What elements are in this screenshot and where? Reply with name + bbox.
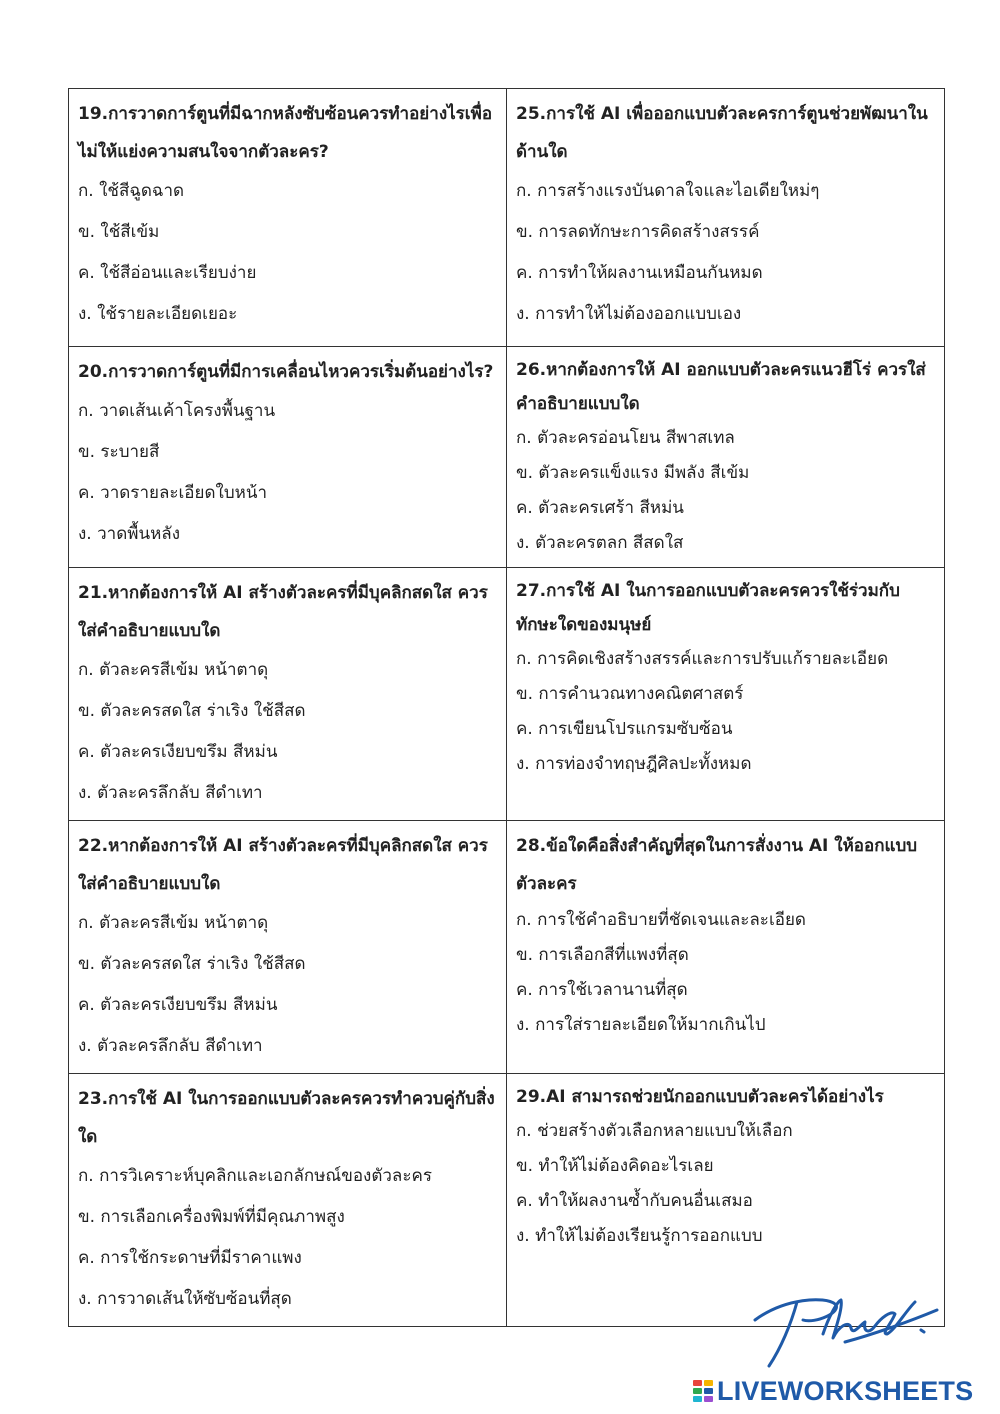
question-19-text: 19.การวาดการ์ตูนที่มีฉากหลังซับซ้อนควรทำอย่างไรเพื่อไม่ให้แย่งความสนใจจากตัวละคร? — [78, 104, 493, 162]
question-23-cell — [69, 1074, 507, 1327]
quiz-table — [68, 88, 945, 1327]
question-20-option-c[interactable]: ค. วาดรายละเอียดใบหน้า — [78, 483, 267, 503]
question-26-option-b[interactable]: ข. ตัวละครแข็งแรง มีพลัง สีเข้ม — [516, 463, 750, 483]
question-19-option-b[interactable]: ข. ใช้สีเข้ม — [78, 222, 160, 242]
question-29-option-c[interactable]: ค. ทำให้ผลงานซ้ำกับคนอื่นเสมอ — [516, 1191, 753, 1211]
question-29-text: 29.AI สามารถช่วยนักออกแบบตัวละครได้อย่างไร — [516, 1087, 884, 1107]
question-28-option-c[interactable]: ค. การใช้เวลานานที่สุด — [516, 980, 688, 1000]
question-22-cell — [69, 821, 507, 1074]
question-20-option-d[interactable]: ง. วาดพื้นหลัง — [78, 524, 180, 544]
question-25-cell — [507, 89, 945, 347]
question-27-option-c[interactable]: ค. การเขียนโปรแกรมซับซ้อน — [516, 719, 733, 739]
question-23-option-b[interactable]: ข. การเลือกเครื่องพิมพ์ที่มีคุณภาพสูง — [78, 1207, 345, 1227]
question-25-text: 25.การใช้ AI เพื่อออกแบบตัวละครการ์ตูนช่วยพัฒนาในด้านใด — [516, 104, 928, 162]
question-27-text: 27.การใช้ AI ในการออกแบบตัวละครควรใช้ร่วมกับทักษะใดของมนุษย์ — [516, 581, 900, 635]
question-21-text: 21.หากต้องการให้ AI สร้างตัวละครที่มีบุคลิกสดใส ควรใส่คำอธิบายแบบใด — [78, 583, 488, 641]
question-27-option-b[interactable]: ข. การคำนวณทางคณิตศาสตร์ — [516, 684, 744, 704]
question-28-option-a[interactable]: ก. การใช้คำอธิบายที่ชัดเจนและละเอียด — [516, 910, 806, 930]
question-22-option-b[interactable]: ข. ตัวละครสดใส ร่าเริง ใช้สีสด — [78, 954, 306, 974]
question-21-option-b[interactable]: ข. ตัวละครสดใส ร่าเริง ใช้สีสด — [78, 701, 306, 721]
question-23-text: 23.การใช้ AI ในการออกแบบตัวละครควรทำควบคู่กับสิ่งใด — [78, 1089, 495, 1147]
question-26-option-a[interactable]: ก. ตัวละครอ่อนโยน สีพาสเทล — [516, 428, 735, 448]
question-29-option-b[interactable]: ข. ทำให้ไม่ต้องคิดอะไรเลย — [516, 1156, 714, 1176]
question-28-option-b[interactable]: ข. การเลือกสีที่แพงที่สุด — [516, 945, 689, 965]
question-27-cell — [507, 568, 945, 821]
question-19-option-a[interactable]: ก. ใช้สีฉูดฉาด — [78, 181, 185, 201]
question-26-cell — [507, 347, 945, 568]
question-28-cell — [507, 821, 945, 1074]
question-29-option-d[interactable]: ง. ทำให้ไม่ต้องเรียนรู้การออกแบบ — [516, 1226, 763, 1246]
question-19-option-d[interactable]: ง. ใช้รายละเอียดเยอะ — [78, 304, 238, 324]
question-27-option-a[interactable]: ก. การคิดเชิงสร้างสรรค์และการปรับแก้รายละเอียด — [516, 649, 889, 669]
question-21-option-c[interactable]: ค. ตัวละครเงียบขรึม สีหม่น — [78, 742, 278, 762]
question-23-option-c[interactable]: ค. การใช้กระดาษที่มีราคาแพง — [78, 1248, 302, 1268]
question-25-option-b[interactable]: ข. การลดทักษะการคิดสร้างสรรค์ — [516, 222, 760, 242]
question-20-cell — [69, 347, 507, 568]
question-28-text: 28.ข้อใดคือสิ่งสำคัญที่สุดในการสั่งงาน AI ให้ออกแบบตัวละคร — [516, 836, 918, 894]
question-20-option-a[interactable]: ก. วาดเส้นเค้าโครงพื้นฐาน — [78, 401, 276, 421]
signature-icon — [745, 1290, 945, 1370]
question-21-option-d[interactable]: ง. ตัวละครลึกลับ สีดำเทา — [78, 783, 263, 803]
liveworksheets-brand[interactable] — [693, 1374, 973, 1408]
liveworksheets-logo-icon — [693, 1380, 713, 1402]
question-20-text: 20.การวาดการ์ตูนที่มีการเคลื่อนไหวควรเริ่มต้นอย่างไร? — [78, 362, 494, 382]
question-29-cell — [507, 1074, 945, 1327]
question-28-option-d[interactable]: ง. การใส่รายละเอียดให้มากเกินไป — [516, 1015, 766, 1035]
question-21-option-a[interactable]: ก. ตัวละครสีเข้ม หน้าตาดุ — [78, 660, 269, 680]
question-25-option-a[interactable]: ก. การสร้างแรงบันดาลใจและไอเดียใหม่ๆ — [516, 181, 820, 201]
question-25-option-c[interactable]: ค. การทำให้ผลงานเหมือนกันหมด — [516, 263, 763, 283]
question-22-option-d[interactable]: ง. ตัวละครลึกลับ สีดำเทา — [78, 1036, 263, 1056]
question-22-option-a[interactable]: ก. ตัวละครสีเข้ม หน้าตาดุ — [78, 913, 269, 933]
question-23-option-a[interactable]: ก. การวิเคราะห์บุคลิกและเอกลักษณ์ของตัวละคร — [78, 1166, 432, 1186]
question-26-option-c[interactable]: ค. ตัวละครเศร้า สีหม่น — [516, 498, 684, 518]
question-22-option-c[interactable]: ค. ตัวละครเงียบขรึม สีหม่น — [78, 995, 278, 1015]
question-23-option-d[interactable]: ง. การวาดเส้นให้ซับซ้อนที่สุด — [78, 1289, 292, 1309]
brand-name: LIVEWORKSHEETS — [717, 1375, 974, 1406]
question-22-text: 22.หากต้องการให้ AI สร้างตัวละครที่มีบุคลิกสดใส ควรใส่คำอธิบายแบบใด — [78, 836, 488, 894]
question-19-cell — [69, 89, 507, 347]
question-21-cell — [69, 568, 507, 821]
question-19-option-c[interactable]: ค. ใช้สีอ่อนและเรียบง่าย — [78, 263, 257, 283]
question-27-option-d[interactable]: ง. การท่องจำทฤษฎีศิลปะทั้งหมด — [516, 754, 752, 774]
question-25-option-d[interactable]: ง. การทำให้ไม่ต้องออกแบบเอง — [516, 304, 742, 324]
question-29-option-a[interactable]: ก. ช่วยสร้างตัวเลือกหลายแบบให้เลือก — [516, 1121, 793, 1141]
question-26-text: 26.หากต้องการให้ AI ออกแบบตัวละครแนวฮีโร่ ควรใส่คำอธิบายแบบใด — [516, 360, 926, 414]
question-26-option-d[interactable]: ง. ตัวละครตลก สีสดใส — [516, 533, 684, 553]
question-20-option-b[interactable]: ข. ระบายสี — [78, 442, 160, 462]
